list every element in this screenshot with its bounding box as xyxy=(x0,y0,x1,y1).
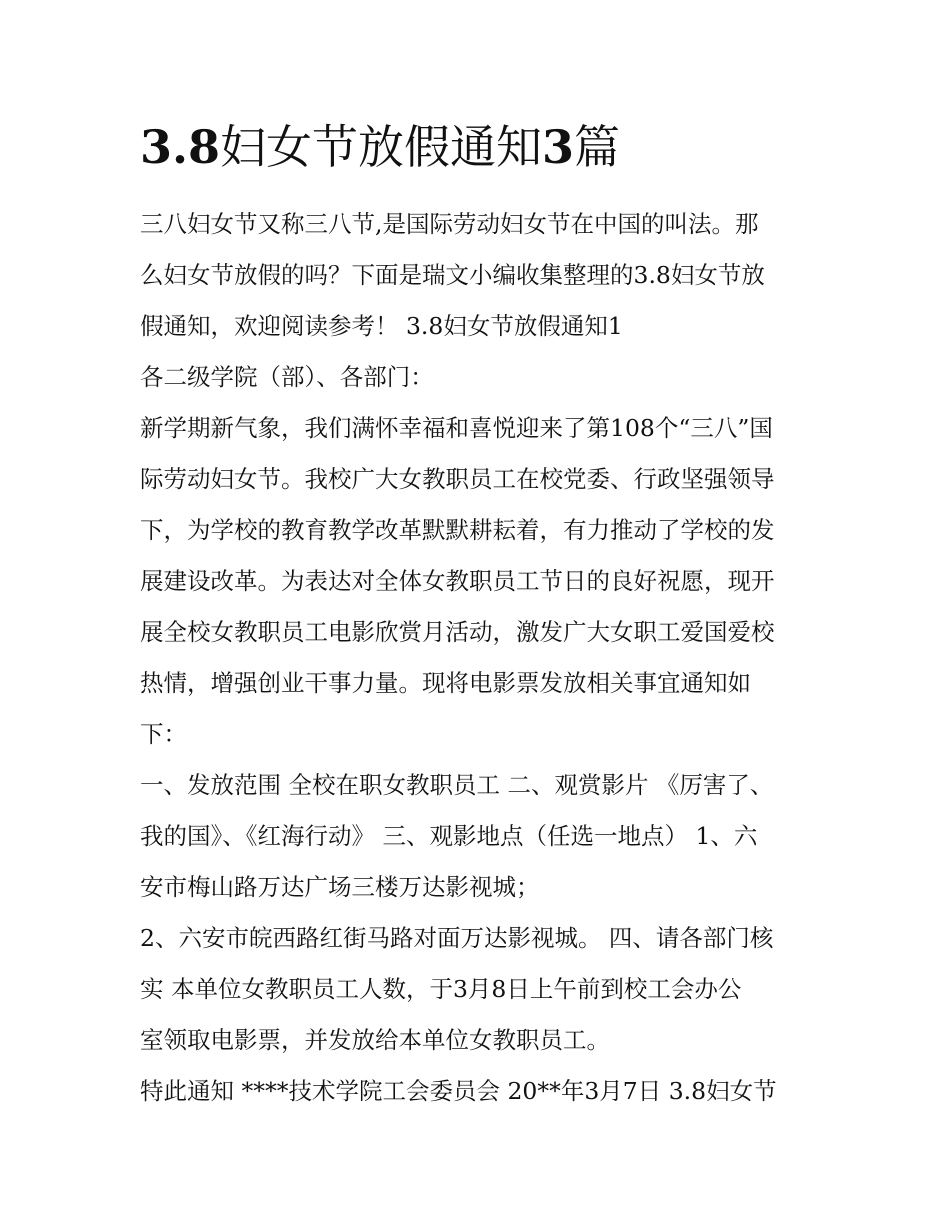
text-line: 三八妇女节又称三八节,是国际劳动妇女节在中国的叫法。那 xyxy=(140,210,759,238)
text-line: 实 本单位女教职员工人数，于3月8日上午前到校工会办公 xyxy=(140,975,742,1003)
title-number: 3.8 xyxy=(140,120,221,174)
text-line: 展建设改革。为表达对全体女教职员工节日的良好祝愿，现开 xyxy=(140,567,775,595)
text-line: 么妇女节放假的吗？下面是瑞文小编收集整理的3.8妇女节放 xyxy=(140,261,765,289)
text-line: 2、六安市皖西路红街马路对面万达影视城。 四、请各部门核 xyxy=(140,924,774,952)
text-line: 特此通知 ****技术学院工会委员会 20**年3月7日 3.8妇女节 xyxy=(140,1077,777,1105)
text-line: 下，为学校的教育教学改革默默耕耘着，有力推动了学校的发 xyxy=(140,516,775,544)
text-line: 展全校女教职员工电影欣赏月活动，激发广大女职工爱国爱校 xyxy=(140,618,775,646)
page-title xyxy=(140,116,620,178)
text-line: 安市梅山路万达广场三楼万达影视城； xyxy=(140,873,540,901)
text-line: 热情，增强创业干事力量。现将电影票发放相关事宜通知如 xyxy=(140,669,751,697)
title-count: 3 xyxy=(542,120,575,174)
text-line: 下： xyxy=(140,720,187,748)
text-line: 假通知，欢迎阅读参考！ 3.8妇女节放假通知1 xyxy=(140,312,623,340)
text-line: 际劳动妇女节。我校广大女教职员工在校党委、行政坚强领导 xyxy=(140,465,775,493)
title-suffix: 篇 xyxy=(574,120,621,174)
text-line: 一、发放范围 全校在职女教职员工 二、观赏影片 《厉害了、 xyxy=(140,771,774,799)
text-line: 新学期新气象，我们满怀幸福和喜悦迎来了第108个“三八”国 xyxy=(140,414,773,442)
text-line: 室领取电影票，并发放给本单位女教职员工。 xyxy=(140,1026,610,1054)
text-line: 我的国》、《红海行动》 三、观影地点（任选一地点） 1、六 xyxy=(140,822,758,850)
text-line: 各二级学院（部）、各部门： xyxy=(140,363,434,391)
title-text: 妇女节放假通知 xyxy=(220,120,543,174)
